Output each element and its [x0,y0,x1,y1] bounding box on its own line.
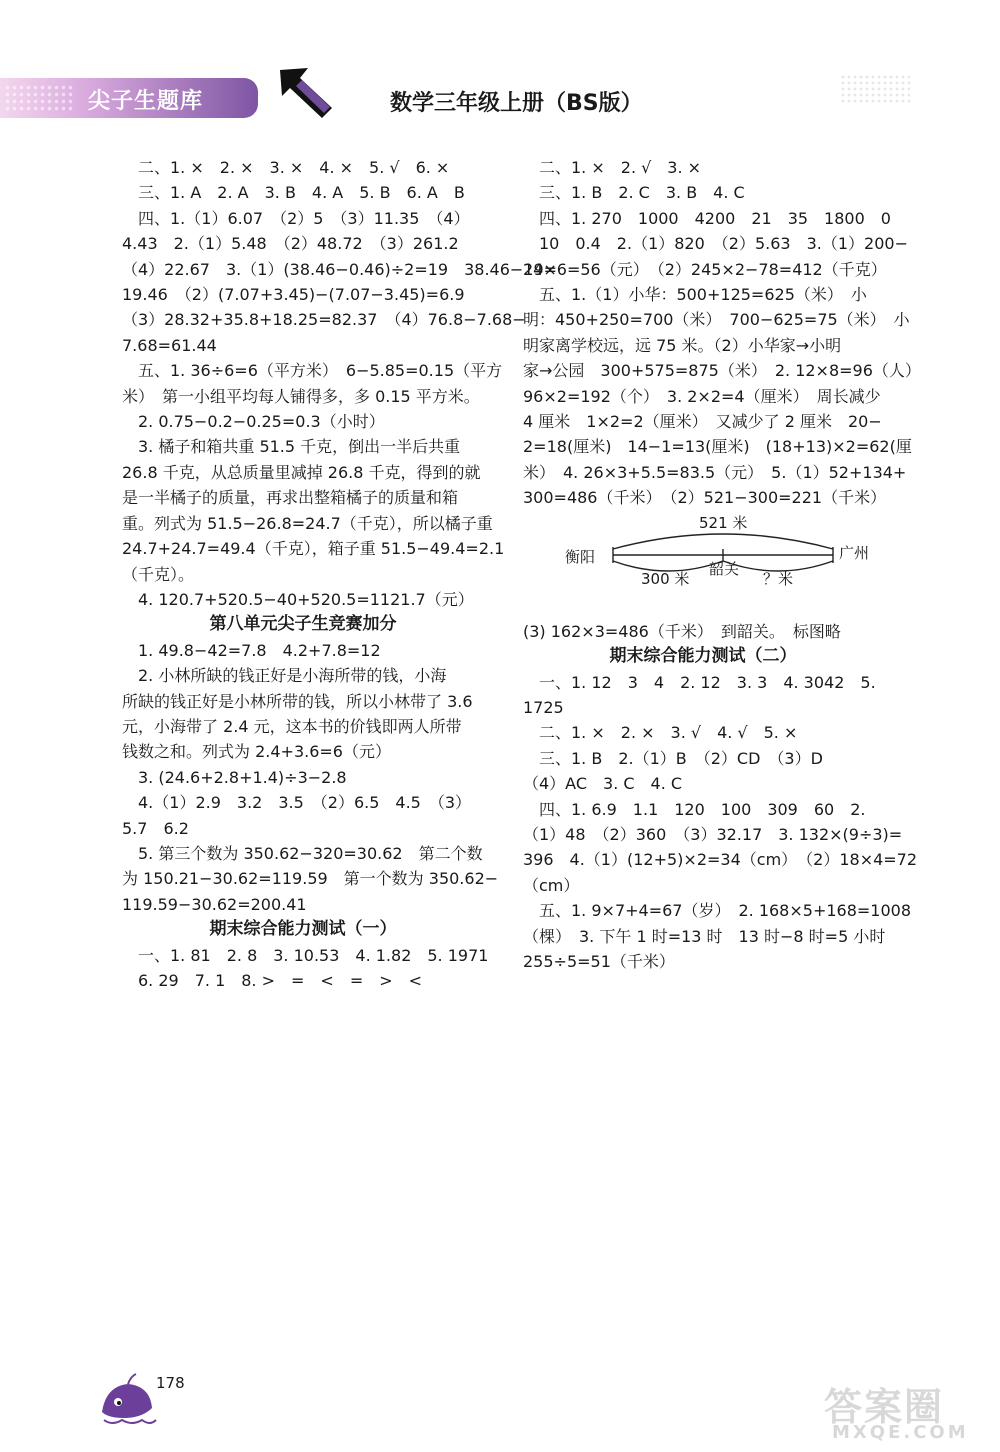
answer-line: 10 0.4 2.（1）820 （2）5.63 3.（1）200− [523,234,908,254]
answer-line: （cm） [523,875,580,895]
corner-watermark [840,74,910,104]
answer-line: （3）28.32+35.8+18.25=82.37 （4）76.8−7.68− [122,310,526,330]
answer-line: 4. 120.7+520.5−40+520.5=1121.7（元） [122,589,474,609]
answer-line: 三、1. B 2.（1）B （2）CD （3）D [523,748,823,768]
answer-line: 明家离学校远，远 75 米。（2）小华家→小明 [523,335,842,355]
answer-line: 为 150.21−30.62=119.59 第一个数为 350.62− [122,869,499,889]
mascot-icon [98,1372,158,1430]
dot-pattern [4,84,74,112]
diagram-total-label: 521 米 [699,513,748,532]
watermark-en: MXQE.COM [832,1422,969,1443]
answer-line: 所缺的钱正好是小林所带的钱，所以小林带了 3.6 [122,691,473,711]
site-watermark [818,1376,988,1448]
answer-line: 5. 第三个数为 350.62−320=30.62 第二个数 [122,843,483,863]
answer-line: 五、1. 9×7+4=67（岁） 2. 168×5+168=1008 [523,901,912,921]
answer-block-diagram-followup [523,619,883,644]
answer-line: （棵） 3. 下午 1 时=13 时 13 时−8 时=5 小时 [523,926,886,946]
answer-line: 二、1. × 2. × 3. √ 4. √ 5. × [523,723,798,743]
answer-line: 3. 橘子和箱共重 51.5 千克，倒出一半后共重 [122,437,461,457]
answer-block-unit7 [122,155,558,612]
answer-line: 五、1.（1）小华：500+125=625（米） 小 [523,285,867,305]
answer-line: 是一半橘子的质量，再求出整箱橘子的质量和箱 [122,488,459,508]
page-number: 178 [156,1374,185,1392]
answer-line: 米） 第一小组平均每人铺得多，多 0.15 平方米。 [122,386,480,406]
arrow-up-left-icon [278,64,336,122]
distance-diagram [523,515,883,619]
answer-line: 重。列式为 51.5−26.8=24.7（千克），所以橘子重 [122,513,493,533]
answer-line: 96×2=192（个） 3. 2×2=4（厘米） 周长减少 [523,386,881,406]
section-heading-final-test-1: 期末综合能力测试（一） [209,919,397,940]
answer-line: 四、1.（1）6.07 （2）5 （3）11.35 （4） [122,208,470,228]
answer-block-unit8 [122,638,499,917]
answer-line: （1）48 （2）360 （3）32.17 3. 132×(9÷3)= [523,824,903,844]
answer-line: 4 厘米 1×2=2（厘米） 又减少了 2 厘米 20− [523,412,882,432]
answer-line: 三、1. A 2. A 3. B 4. A 5. B 6. A B [122,183,465,203]
answer-line: 二、1. × 2. √ 3. × [523,158,702,177]
diagram-right-segment: ？米 [763,569,794,588]
answer-line: 24.7+24.7=49.4（千克），箱子重 51.5−49.4=2.1 [122,539,505,559]
answer-line: 1725 [523,697,564,717]
answer-line: 3. (24.6+2.8+1.4)÷3−2.8 [122,767,347,787]
answer-line: 24×6=56（元） （2）245×2−78=412（千克） [523,259,887,279]
answer-line: (3) 162×3=486（千米） 到韶关。 标图略 [523,621,841,641]
answer-line: 19.46 （2）(7.07+3.45)−(7.07−3.45)=6.9 [122,285,465,305]
diagram-middle-label: 韶关 [709,559,740,578]
answer-line: 4.43 2.（1）5.48 （2）48.72 （3）261.2 [122,234,459,254]
answer-line: 26.8 千克，从总质量里减掉 26.8 千克，得到的就 [122,462,481,482]
answer-line: 5.7 6.2 [122,818,189,838]
answer-line: 家→公园 300+575=875（米） 2. 12×8=96（人） [523,361,921,381]
answer-line: 元，小海带了 2.4 元，这本书的价钱即两人所带 [122,716,462,736]
section-heading-final-test-2: 期末综合能力测试（二） [609,646,797,667]
answer-line: 四、1. 270 1000 4200 21 35 1800 0 [523,208,891,228]
answer-line: 钱数之和。列式为 2.4+3.6=6（元） [122,742,391,762]
answer-line: （千克）。 [122,564,195,584]
answer-block-final-test-2 [523,670,918,975]
answer-line: 1. 49.8−42=7.8 4.2+7.8=12 [122,640,381,660]
answer-line: 一、1. 81 2. 8 3. 10.53 4. 1.82 5. 1971 [122,945,489,965]
answer-line: 2=18(厘米) 14−1=13(厘米) (18+13)×2=62(厘 [523,437,912,457]
answer-line: 6. 29 7. 1 8. > = < = > < [122,971,423,990]
answer-line: 二、1. × 2. × 3. × 4. × 5. √ 6. × [122,158,450,177]
answer-line: 7.68=61.44 [122,335,217,355]
answer-line: 五、1. 36÷6=6（平方米） 6−5.85=0.15（平方 [122,361,503,381]
answer-line: 四、1. 6.9 1.1 120 100 309 60 2. [523,799,866,819]
right-column [523,155,921,974]
answer-line: 4.（1）2.9 3.2 3.5 （2）6.5 4.5 （3） [122,793,472,813]
answer-line: 300=486（千米） （2）521−300=221（千米） [523,488,887,508]
answer-line: 2. 0.75−0.2−0.25=0.3（小时） [122,412,385,432]
answer-line: （4）AC 3. C 4. C [523,774,683,794]
diagram-right-end: 广州 [839,543,870,562]
book-title: 数学三年级上册（BS版） [390,91,643,116]
answer-line: 三、1. B 2. C 3. B 4. C [523,183,745,203]
series-title: 尖子生题库 [88,89,204,114]
answer-line: 米） 4. 26×3+5.5=83.5（元） 5.（1）52+134+ [523,462,907,482]
answer-block-final-test-1 [122,943,489,994]
answer-block-right [523,155,921,511]
diagram-left-segment: 300 米 [641,569,690,588]
answer-line: 2. 小林所缺的钱正好是小海所带的钱，小海 [122,666,447,686]
diagram-left-end: 衡阳 [565,547,596,566]
answer-line: 396 4.（1）(12+5)×2=34（cm） （2）18×4=72 [523,850,918,870]
answer-line: 明：450+250=700（米） 700−625=75（米） 小 [523,310,910,330]
section-heading-unit8: 第八单元尖子生竞赛加分 [209,614,397,635]
answer-line: （4）22.67 3.（1）(38.46−0.46)÷2=19 38.46−19= [122,259,558,279]
answer-line: 119.59−30.62=200.41 [122,894,307,914]
watermark-cn: 答案圈 [824,1385,945,1429]
answer-line: 一、1. 12 3 4 2. 12 3. 3 4. 3042 5. [523,672,876,692]
answer-line: 255÷5=51（千米） [523,951,675,971]
